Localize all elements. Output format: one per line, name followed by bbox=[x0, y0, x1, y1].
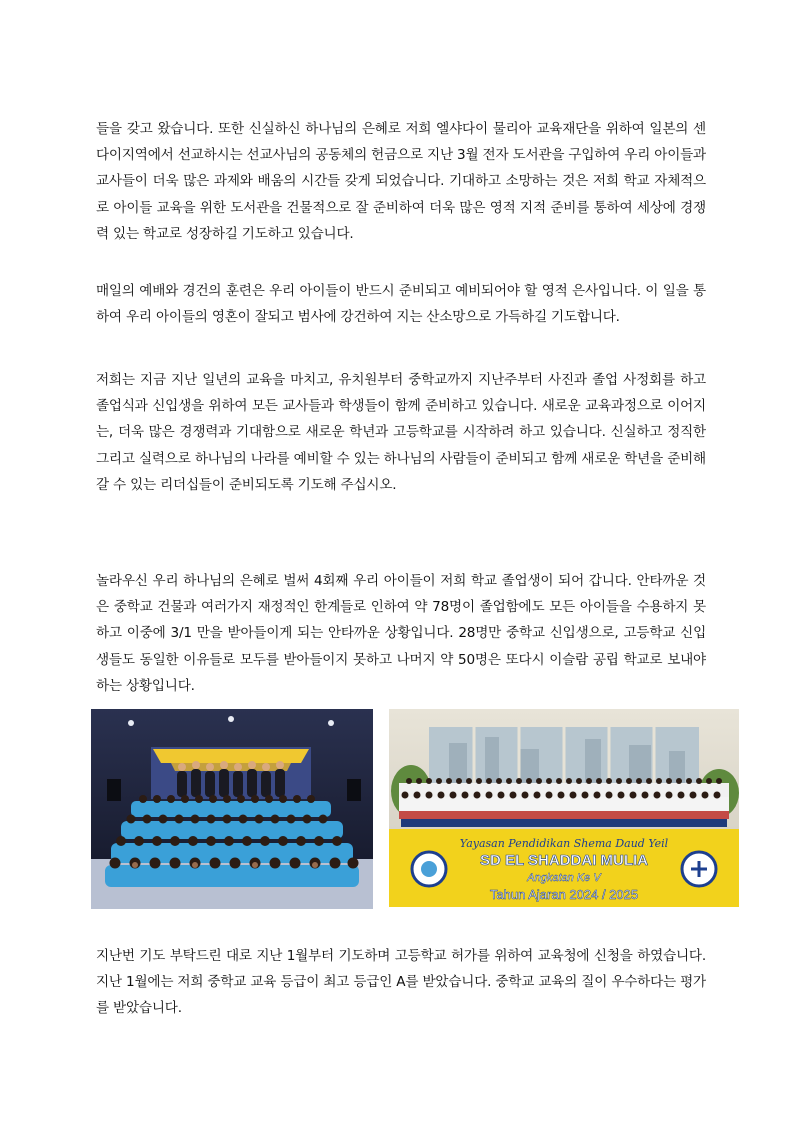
banner-foundation-name: Yayasan Pendidikan Shema Daud Yeil bbox=[459, 837, 669, 850]
paragraph-high-school-permit: 지난번 기도 부탁드린 대로 지난 1월부터 기도하며 고등학교 허가를 위하여 교육청에 신청을 하였습니다. 지난 1월에는 저희 중학교 교육 등급이 최고 등급인 A를 받았습니다. 중학교 교육의 질이 우수하다는 평가를 받았습니다. bbox=[96, 948, 706, 1017]
kindergarten-group-photo bbox=[91, 709, 373, 909]
banner-batch: Angkatan Ke V bbox=[527, 872, 601, 884]
banner-academic-year: Tahun Ajaran 2024 / 2025 bbox=[489, 887, 639, 902]
graduation-class-photo bbox=[389, 709, 739, 907]
paragraph-library: 들을 갖고 왔습니다. 또한 신실하신 하나님의 은혜로 저희 엘샤다이 물리아 교육재단을 위하여 일본의 센다이지역에서 선교하시는 선교사님의 공동체의 헌금으로 지난 3월 전자 도서관을 구입하여 우리 아이들과 교사들이 더욱 많은 과제와 배움의 시간들 갖게 되었습니다. 기대하고 소망하는 것은 저희 학교 자체적으로 아이들 교육을 위한 도서관을 건물적으로 잘 준비하여 더욱 많은 영적 지적 준비를 통하여 세상에 경쟁력 있는 학교로 성장하길 기도하고 있습니다. bbox=[96, 121, 706, 242]
paragraph-graduation-prep: 저희는 지금 지난 일년의 교육을 마치고, 유치원부터 중학교까지 지난주부터 사진과 졸업 사정회를 하고 졸업식과 신입생을 위하여 모든 교사들과 학생들이 함께 준비하고 있습니다. 새로운 교육과정으로 이어지는, 더욱 많은 경쟁력과 기대함으로 새로운 학년과 고등학교를 시작하려 하고 있습니다. 신실하고 정직한 그리고 실력으로 하나님의 나라를 예비할 수 있는 하나님의 사람들이 준비되고 함께 새로운 학년을 준비해 갈 수 있는 리더십들이 준비되도록 기도해 주십시오. bbox=[96, 372, 706, 493]
paragraph-worship: 매일의 예배와 경건의 훈련은 우리 아이들이 반드시 준비되고 예비되어야 할 영적 은사입니다. 이 일을 통하여 우리 아이들의 영혼이 잘되고 범사에 강건하여 지는 산소망으로 가득하길 기도합니다. bbox=[96, 283, 706, 326]
paragraph-graduates: 놀라우신 우리 하나님의 은혜로 벌써 4회째 우리 아이들이 저희 학교 졸업생이 되어 갑니다. 안타까운 것은 중학교 건물과 여러가지 재정적인 한계들로 인하여 약 78명이 졸업함에도 모든 아이들을 수용하지 못하고 이중에 3/1 만을 받아들이게 되는 안타까운 상황입니다. 28명만 중학교 신입생으로, 고등학교 신입생들도 동일한 이유들로 모두를 받아들이지 못하고 나머지 약 50명은 또다시 이슬람 공립 학교로 보내야 하는 상황입니다. bbox=[96, 573, 706, 694]
banner-school-name: SD EL SHADDAI MULIA bbox=[479, 852, 649, 869]
